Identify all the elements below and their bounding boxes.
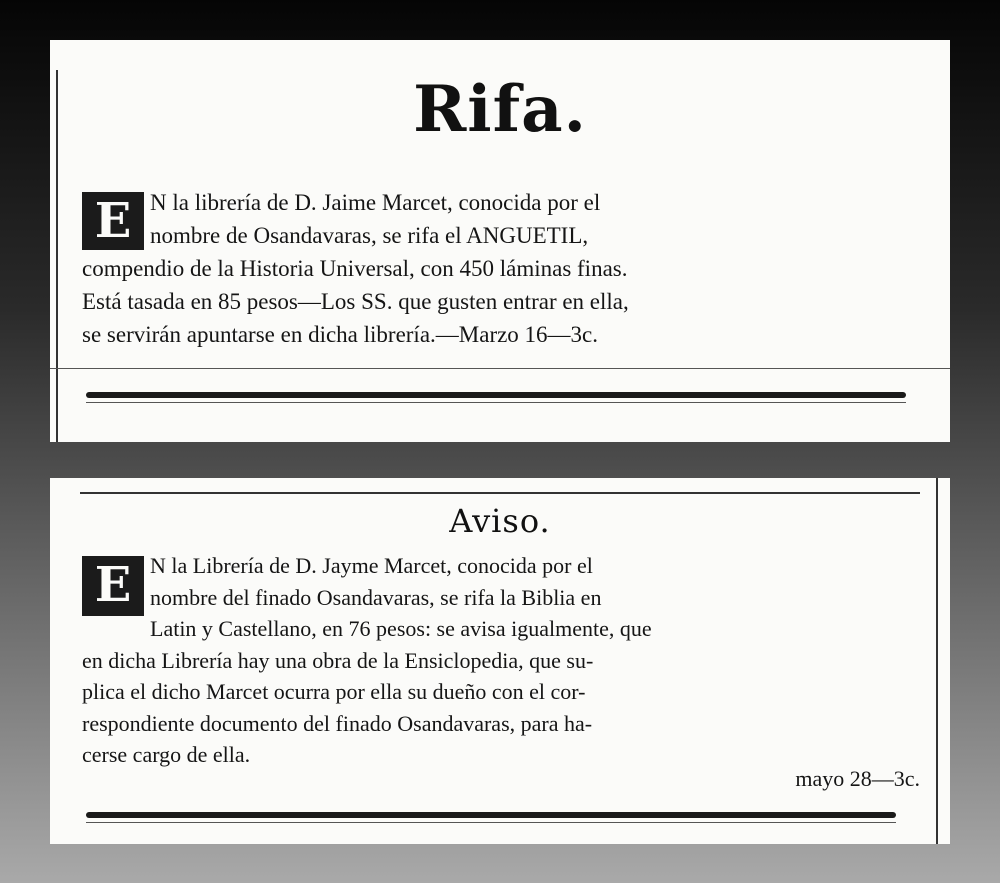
headline-aviso: Aviso. <box>449 502 551 540</box>
text-line: nombre del finado Osandavaras, se rifa la Biblia en <box>150 584 602 610</box>
text-line: se servirán apuntarse en dicha librería.—Marzo 16—3c. <box>82 322 599 347</box>
top-rule <box>80 492 920 494</box>
text-line: cerse cargo de ella. <box>82 742 251 767</box>
text-line: Latin y Castellano, en 76 pesos: se avisa igualmente, que <box>150 616 652 641</box>
date-signoff: mayo 28—3c. <box>795 766 920 791</box>
separator-rule <box>86 812 896 818</box>
notice-text-aviso <box>82 550 920 771</box>
text-line: compendio de la Historia Universal, con 450 láminas finas. <box>82 256 628 281</box>
separator-rule <box>86 392 906 398</box>
drop-cap: E <box>82 192 144 250</box>
clipping-rifa <box>50 40 950 442</box>
text-line: respondiente documento del finado Osandavaras, para ha- <box>82 710 593 736</box>
separator-rule-thin <box>86 402 906 403</box>
clipping-aviso <box>50 478 950 844</box>
dotted-rule <box>50 368 950 369</box>
headline-rifa: Rifa. <box>413 72 587 147</box>
text-line: plica el dicho Marcet ocurra por ella su dueño con el cor- <box>82 679 586 704</box>
text-line: en dicha Librería hay una obra de la Ensiclopedia, que su- <box>82 647 594 673</box>
text-line: N la Librería de D. Jayme Marcet, conocida por el <box>150 553 593 578</box>
text-line: N la librería de D. Jaime Marcet, conocida por el <box>150 190 601 215</box>
separator-rule-thin <box>86 822 896 823</box>
notice-text-rifa <box>82 186 922 351</box>
drop-cap: E <box>82 556 144 616</box>
text-line: nombre de Osandavaras, se rifa el ANGUETIL, <box>150 223 589 248</box>
text-line: Está tasada en 85 pesos—Los SS. que gusten entrar en ella, <box>82 289 629 314</box>
